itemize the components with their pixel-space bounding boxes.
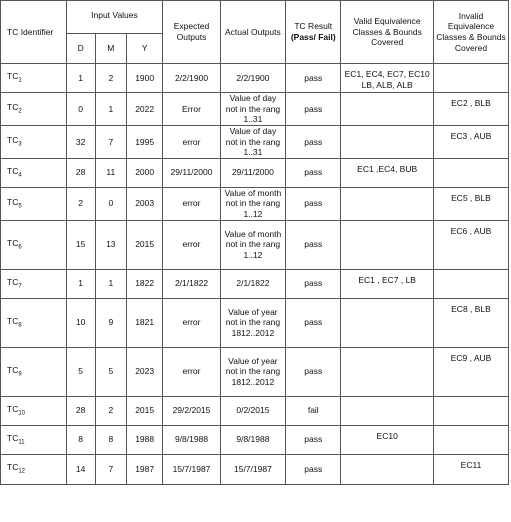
- input-m: 8: [95, 425, 126, 454]
- input-d: 14: [66, 454, 95, 484]
- tc-id-number: 12: [18, 468, 26, 475]
- input-m: 13: [95, 220, 126, 269]
- valid-classes: [341, 347, 434, 396]
- actual-output: Value of month not in the rang 1..12: [220, 187, 286, 220]
- input-m: 0: [95, 187, 126, 220]
- result: pass: [286, 347, 341, 396]
- result: pass: [286, 425, 341, 454]
- header-tc-identifier: TC Identifier: [1, 1, 67, 64]
- invalid-classes: EC11: [433, 454, 508, 484]
- input-y: 2023: [126, 347, 162, 396]
- result: fail: [286, 396, 341, 425]
- tc-id: [1, 454, 67, 484]
- input-d: 0: [66, 93, 95, 126]
- header-y: Y: [126, 34, 162, 64]
- tc-id-number: 9: [18, 371, 22, 378]
- tc-id-prefix: TC: [7, 462, 19, 473]
- invalid-classes: [433, 64, 508, 93]
- expected-output: 2/1/1822: [163, 269, 220, 298]
- table-row: [1, 64, 509, 93]
- table-row: [1, 347, 509, 396]
- header-m: M: [95, 34, 126, 64]
- valid-classes: [341, 396, 434, 425]
- input-m: 2: [95, 396, 126, 425]
- tc-id-prefix: TC: [7, 196, 19, 207]
- input-y: 1821: [126, 298, 162, 347]
- tc-id-number: 2: [18, 108, 22, 115]
- tc-id-number: 5: [18, 203, 22, 210]
- result: pass: [286, 158, 341, 187]
- expected-output: error: [163, 125, 220, 158]
- tc-id-prefix: TC: [7, 70, 19, 81]
- invalid-classes: EC6 , AUB: [433, 220, 508, 269]
- header-tc-result-line2: (Pass/ Fail): [290, 32, 336, 42]
- tc-id-prefix: TC: [7, 165, 19, 176]
- invalid-classes: [433, 158, 508, 187]
- invalid-classes: EC3 , AUB: [433, 125, 508, 158]
- input-m: 1: [95, 269, 126, 298]
- tc-id-number: 7: [18, 283, 22, 290]
- valid-classes: EC10: [341, 425, 434, 454]
- expected-output: 15/7/1987: [163, 454, 220, 484]
- result: pass: [286, 187, 341, 220]
- tc-id: [1, 269, 67, 298]
- result: pass: [286, 125, 341, 158]
- valid-classes: [341, 298, 434, 347]
- tc-id: [1, 64, 67, 93]
- actual-output: 2/1/1822: [220, 269, 286, 298]
- input-m: 5: [95, 347, 126, 396]
- actual-output: Value of year not in the rang 1812..2012: [220, 347, 286, 396]
- table-row: [1, 396, 509, 425]
- invalid-classes: EC5 , BLB: [433, 187, 508, 220]
- header-input-values: Input Values: [66, 1, 163, 34]
- valid-classes: [341, 454, 434, 484]
- input-d: 32: [66, 125, 95, 158]
- tc-id-prefix: TC: [7, 364, 19, 375]
- input-d: 1: [66, 64, 95, 93]
- table-row: [1, 125, 509, 158]
- actual-output: Value of year not in the rang 1812..2012: [220, 298, 286, 347]
- valid-classes: EC1 ,EC4, BUB: [341, 158, 434, 187]
- tc-id-prefix: TC: [7, 237, 19, 248]
- valid-classes: [341, 125, 434, 158]
- input-y: 2000: [126, 158, 162, 187]
- expected-output: error: [163, 220, 220, 269]
- tc-id: [1, 396, 67, 425]
- expected-output: 2/2/1900: [163, 64, 220, 93]
- table-row: [1, 158, 509, 187]
- actual-output: 29/11/2000: [220, 158, 286, 187]
- result: pass: [286, 93, 341, 126]
- tc-id: [1, 125, 67, 158]
- input-y: 1995: [126, 125, 162, 158]
- input-d: 2: [66, 187, 95, 220]
- valid-classes: EC1 , EC7 , LB: [341, 269, 434, 298]
- tc-id-prefix: TC: [7, 315, 19, 326]
- invalid-classes: [433, 396, 508, 425]
- tc-id-number: 6: [18, 244, 22, 251]
- actual-output: 0/2/2015: [220, 396, 286, 425]
- input-y: 1900: [126, 64, 162, 93]
- invalid-classes: [433, 425, 508, 454]
- input-m: 1: [95, 93, 126, 126]
- header-invalid-classes: Invalid Equivalence Classes & Bounds Covered: [433, 1, 508, 64]
- tc-id-number: 11: [18, 439, 25, 446]
- actual-output: Value of month not in the rang 1..12: [220, 220, 286, 269]
- actual-output: Value of day not in the rang 1..31: [220, 93, 286, 126]
- tc-id: [1, 93, 67, 126]
- table-row: [1, 93, 509, 126]
- input-d: 1: [66, 269, 95, 298]
- expected-output: 29/11/2000: [163, 158, 220, 187]
- table-row: [1, 187, 509, 220]
- expected-output: 9/8/1988: [163, 425, 220, 454]
- table-row: [1, 425, 509, 454]
- tc-id-number: 8: [18, 322, 22, 329]
- table-row: [1, 298, 509, 347]
- header-tc-result: [286, 1, 341, 64]
- input-y: 2022: [126, 93, 162, 126]
- header-actual-outputs: Actual Outputs: [220, 1, 286, 64]
- input-d: 10: [66, 298, 95, 347]
- valid-classes: [341, 220, 434, 269]
- actual-output: Value of day not in the rang 1..31: [220, 125, 286, 158]
- result: pass: [286, 269, 341, 298]
- actual-output: 9/8/1988: [220, 425, 286, 454]
- input-y: 1988: [126, 425, 162, 454]
- header-tc-result-line1: TC Result: [294, 21, 333, 32]
- input-m: 9: [95, 298, 126, 347]
- input-d: 8: [66, 425, 95, 454]
- input-m: 2: [95, 64, 126, 93]
- actual-output: 2/2/1900: [220, 64, 286, 93]
- tc-id-prefix: TC: [7, 403, 19, 414]
- expected-output: error: [163, 347, 220, 396]
- result: pass: [286, 298, 341, 347]
- valid-classes: [341, 187, 434, 220]
- tc-id-prefix: TC: [7, 432, 19, 443]
- tc-id-number: 10: [18, 410, 26, 417]
- header-valid-classes: Valid Equivalence Classes & Bounds Covered: [341, 1, 434, 64]
- input-m: 11: [95, 158, 126, 187]
- tc-id: [1, 425, 67, 454]
- input-m: 7: [95, 454, 126, 484]
- tc-id-prefix: TC: [7, 134, 19, 145]
- header-d: D: [66, 34, 95, 64]
- result: pass: [286, 64, 341, 93]
- invalid-classes: EC9 , AUB: [433, 347, 508, 396]
- expected-output: Error: [163, 93, 220, 126]
- invalid-classes: EC8 , BLB: [433, 298, 508, 347]
- actual-output: 15/7/1987: [220, 454, 286, 484]
- tc-id: [1, 220, 67, 269]
- table-row: [1, 220, 509, 269]
- tc-id-prefix: TC: [7, 101, 19, 112]
- input-y: 2003: [126, 187, 162, 220]
- invalid-classes: [433, 269, 508, 298]
- input-y: 1987: [126, 454, 162, 484]
- tc-id-number: 3: [18, 141, 22, 148]
- input-d: 28: [66, 158, 95, 187]
- input-d: 28: [66, 396, 95, 425]
- tc-id-prefix: TC: [7, 276, 19, 287]
- expected-output: 29/2/2015: [163, 396, 220, 425]
- invalid-classes: EC2 , BLB: [433, 93, 508, 126]
- valid-classes: [341, 93, 434, 126]
- input-m: 7: [95, 125, 126, 158]
- expected-output: error: [163, 298, 220, 347]
- tc-id: [1, 298, 67, 347]
- input-y: 2015: [126, 220, 162, 269]
- tc-id: [1, 158, 67, 187]
- input-d: 15: [66, 220, 95, 269]
- input-y: 1822: [126, 269, 162, 298]
- expected-output: error: [163, 187, 220, 220]
- table-row: [1, 454, 509, 484]
- result: pass: [286, 220, 341, 269]
- valid-classes: EC1, EC4, EC7, EC10 LB, ALB, ALB: [341, 64, 434, 93]
- result: pass: [286, 454, 341, 484]
- table-row: [1, 269, 509, 298]
- input-d: 5: [66, 347, 95, 396]
- tc-id: [1, 187, 67, 220]
- table-body: [1, 64, 509, 485]
- tc-id-number: 4: [18, 172, 22, 179]
- header-expected-outputs: Expected Outputs: [163, 1, 220, 64]
- tc-id-number: 1: [18, 77, 22, 84]
- input-y: 2015: [126, 396, 162, 425]
- tc-id: [1, 347, 67, 396]
